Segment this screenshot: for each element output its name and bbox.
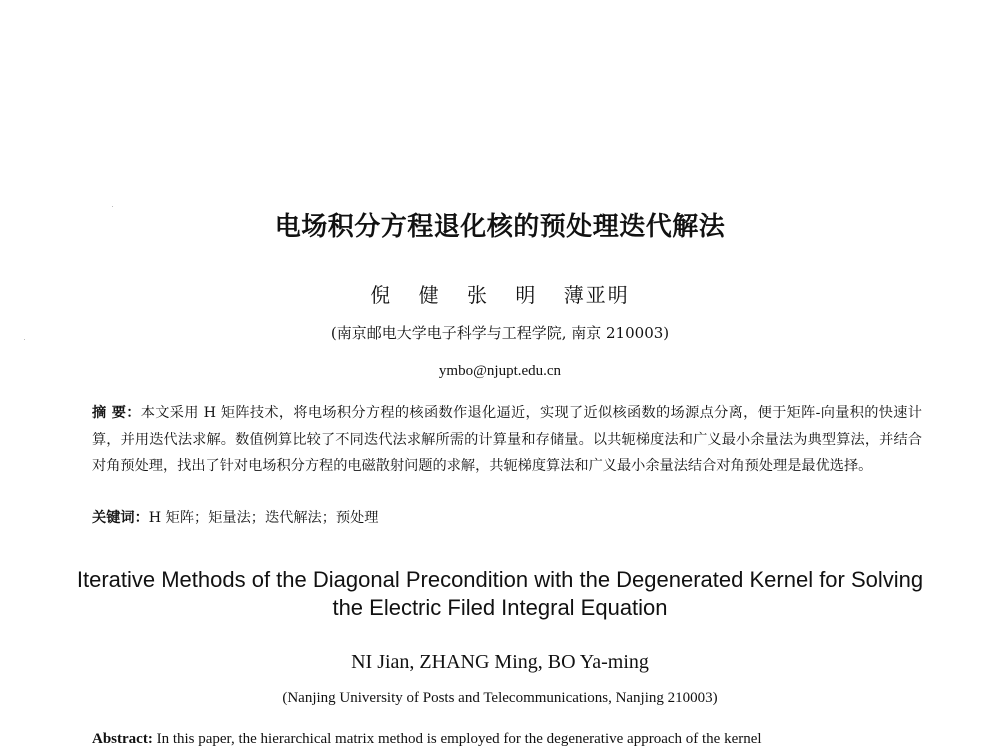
en-authors: NI Jian, ZHANG Ming, BO Ya-ming	[351, 651, 649, 673]
zh-abstract-text: 本文采用 H 矩阵技术，将电场积分方程的核函数作退化逼近，实现了近似核函数的场源点分离，便于矩阵-向量积的快速计算，并用迭代法求解。数值例算比较了不同迭代法求解所需的计算量和存储量。以共轭梯度法和广义最小余量法为典型算法，并结合对角预处理，找出了针对电场积分方程的电磁散射问题的求解，共轭梯度算法和广义最小余量法结合对角预处理是最优选择。	[92, 405, 922, 474]
zh-abstract	[92, 400, 922, 480]
author-email: ymbo@njupt.edu.cn	[438, 363, 562, 379]
zh-affiliation: (南京邮电大学电子科学与工程学院, 南京 210003)	[330, 324, 670, 342]
en-abstract-text: In this paper, the hierarchical matrix method is employed for the degenerative approach of the kernel	[156, 731, 762, 747]
zh-keywords	[92, 507, 378, 527]
en-title: Iterative Methods of the Diagonal Precondition with the Degenerated Kernel for Solving the Electric Filed Integral Equation	[76, 567, 924, 620]
en-abstract-label: Abstract:	[92, 731, 153, 747]
zh-title: 电场积分方程退化核的预处理迭代解法	[274, 212, 726, 242]
zh-keywords-label: 关键词：	[92, 510, 149, 526]
zh-keywords-text: H 矩阵；矩量法；迭代解法；预处理	[148, 510, 379, 526]
zh-authors: 倪 健 张 明 薄亚明	[370, 283, 630, 307]
zh-abstract-label: 摘 要：	[92, 405, 141, 421]
en-affiliation: (Nanjing University of Posts and Telecommunications, Nanjing 210003)	[282, 690, 718, 706]
en-abstract	[92, 731, 922, 748]
